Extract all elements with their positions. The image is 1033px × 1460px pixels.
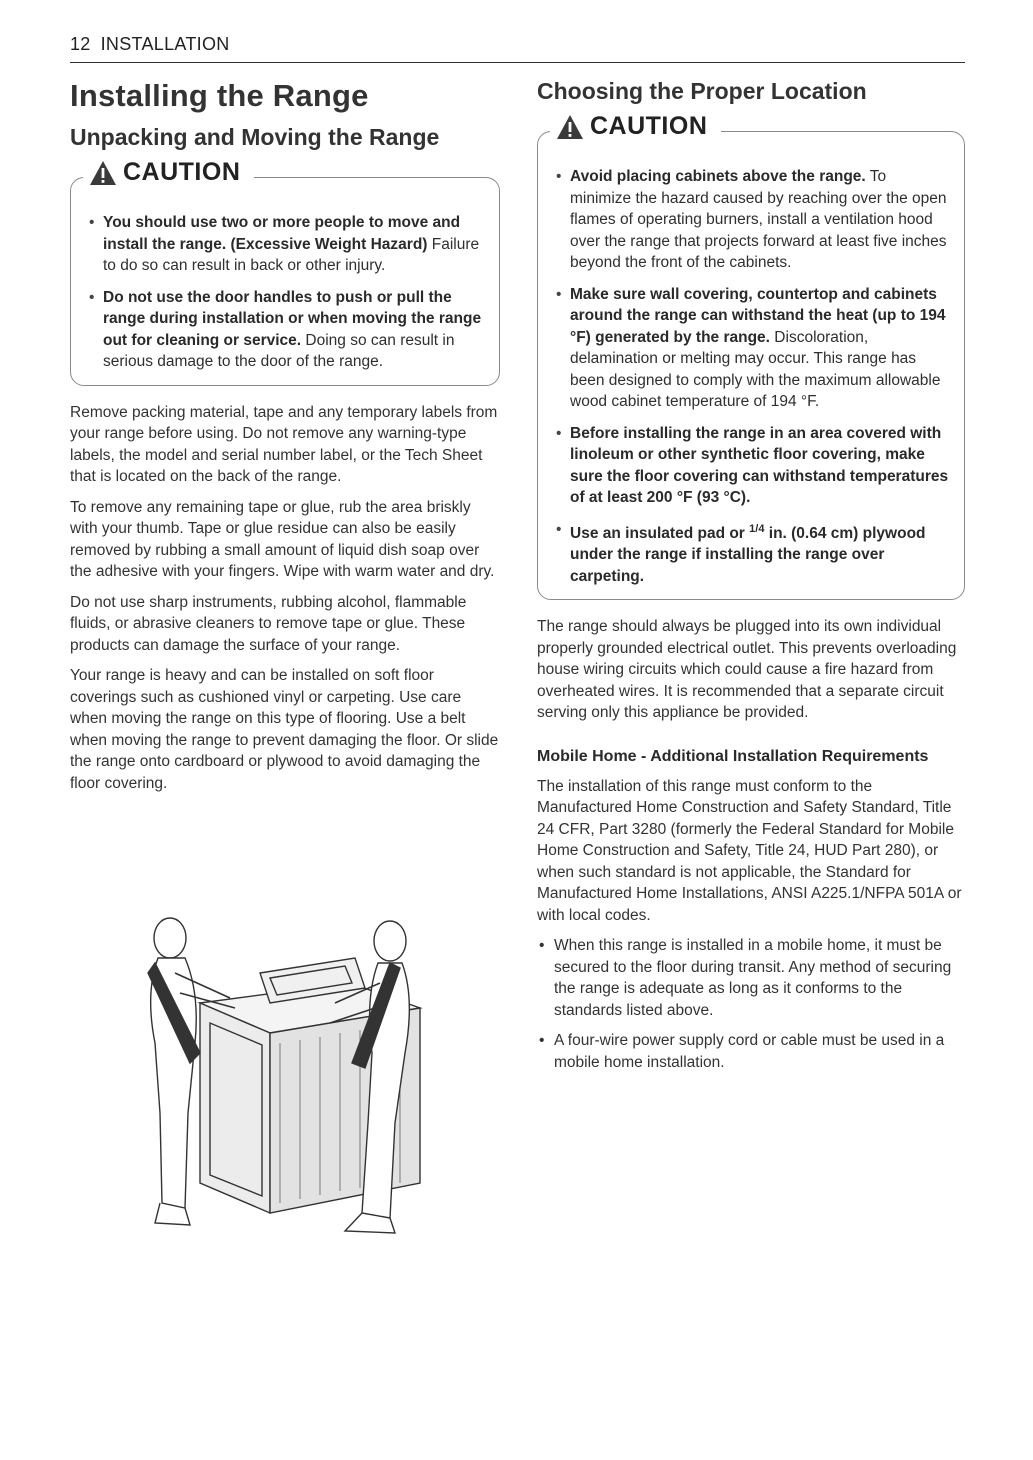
list-item: • When this range is installed in a mobile home, it must be secured to the floor during transit. Any method of securing the range is adequate as long as it conforms to the standards listed above. (537, 935, 965, 1021)
body-paragraph: To remove any remaining tape or glue, rub the area briskly with your thumb. Tape or glue residue can also be easily removed by rubbing a small amount of liquid dish soap over the adhesive with your fingers. Wipe with warm water and dry. (70, 498, 495, 580)
caution-item-text: Doing so can result in serious damage to the door of the range. (103, 331, 455, 370)
body-paragraph: The range should always be plugged into its own individual properly grounded electrical outlet. This prevents overloading house wiring circuits which could cause a fire hazard from overheated wires. It is recommended that a separate circuit serving only this appliance be provided. (537, 618, 957, 722)
subheading-mobile-home: Mobile Home - Additional Installation Requirements (537, 747, 929, 765)
fraction: 1/4 (749, 522, 765, 535)
caution-item-bold (570, 522, 926, 585)
body-paragraph: Do not use sharp instruments, rubbing alcohol, flammable fluids, or abrasive cleaners to remove tape or glue. These products can damage the surface of your range. (70, 593, 467, 654)
page-title: Installing the Range (70, 78, 369, 113)
warning-triangle-icon (556, 114, 584, 140)
caution-box-location (537, 112, 965, 600)
caution-item (85, 287, 485, 373)
body-paragraph: Remove packing material, tape and any temporary labels from your range before using. Do not remove any warning-type labels, the model and serial number label, or the Tech Sheet that is located on the back of the range. (70, 403, 498, 485)
section-title-unpacking: Unpacking and Moving the Range (70, 124, 440, 150)
caution-label: CAUTION (123, 158, 241, 186)
caution-item-bold: You should use two or more people to move and install the range. (Excessive Weight Hazard) (103, 214, 461, 253)
right-column (537, 78, 965, 1082)
body-paragraph: Your range is heavy and can be installed on soft floor coverings such as cushioned vinyl or carpeting. Use care when moving the range on this type of flooring. Use a belt when moving the range to prevent damaging the floor. Or slide the range onto cardboard or plywood to avoid damaging the floor covering. (70, 667, 499, 792)
caution-item-bold: Make sure wall covering, countertop and cabinets around the range can withstand the heat (up to 194 °F) generated by the range. (570, 285, 946, 346)
caution-box-unpacking (70, 158, 500, 386)
section-name: INSTALLATION (100, 34, 230, 54)
caution-label: CAUTION (590, 112, 708, 140)
section-title-location: Choosing the Proper Location (537, 78, 867, 104)
caution-item-bold-part: Use an insulated pad or (570, 524, 750, 542)
caution-item-text: Failure to do so can result in back or other injury. (103, 235, 480, 274)
warning-triangle-icon (89, 160, 117, 186)
caution-item-bold-part: in. (0.64 cm) plywood under the range if installing the range over carpeting. (570, 524, 926, 585)
list-item: • A four-wire power supply cord or cable must be used in a mobile home installation. (537, 1030, 965, 1073)
caution-item-bold: Do not use the door handles to push or pull the range during installation or when moving the range out for cleaning or service. (103, 288, 482, 349)
two-people-moving-range-illustration (140, 913, 440, 1243)
caution-item (552, 284, 950, 413)
page-number: 12 (70, 34, 91, 54)
body-paragraph: The installation of this range must conform to the Manufactured Home Construction and Safety Standard, Title 24 CFR, Part 3280 (formerly the Federal Standard for Mobile Home Construction and Safety, Title 24, HUD Part 280), or when such standard is not applicable, the Standard for Manufactured Home Installations, ANSI A225.1/NFPA 501A or with local codes. (537, 777, 962, 924)
caution-item (552, 519, 950, 588)
caution-item-text: Discoloration, delamination or melting may occur. This range has been designed to comply with the maximum allowable wood cabinet temperature of 194 °F. (570, 328, 941, 410)
caution-heading (83, 158, 254, 187)
caution-list (85, 212, 485, 373)
caution-item (552, 423, 950, 509)
caution-item-text: To minimize the hazard caused by reaching over the open flames of operating burners, install a ventilation hood over the range that projects forward at least five inches beyond the front of the cabinets. (570, 168, 947, 271)
caution-item (552, 166, 950, 274)
caution-list (552, 166, 950, 587)
caution-item (85, 212, 485, 277)
mobile-home-list (537, 935, 965, 1073)
caution-heading (550, 112, 721, 141)
left-column (70, 78, 500, 803)
page-header (70, 34, 965, 63)
caution-item-bold: Avoid placing cabinets above the range. (570, 168, 866, 185)
caution-item-bold: Before installing the range in an area covered with linoleum or other synthetic floor covering, make sure the floor covering can withstand temperatures of at least 200 °F (93 °C). (570, 424, 949, 506)
